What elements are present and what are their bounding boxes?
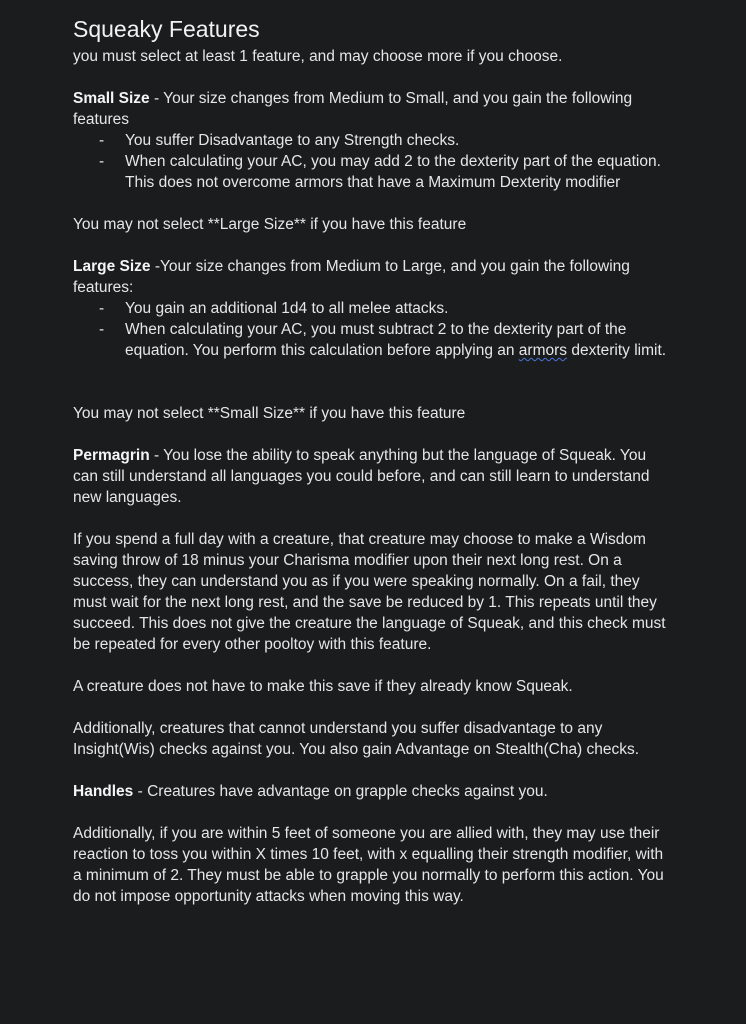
list-item-text: When calculating your AC, you must subtract 2 to the dexterity part of the equation. You perform this calculation before applying an (125, 321, 627, 359)
permagrin-heading (73, 445, 673, 508)
list-item (73, 319, 673, 361)
handles-heading (73, 781, 673, 802)
intro-text: you must select at least 1 feature, and may choose more if you choose. (73, 48, 563, 65)
permagrin-desc: - You lose the ability to speak anything but the language of Squeak. You can still understand all languages you could before, and can still learn to understand new languages. (73, 447, 650, 506)
list-item-text: When calculating your AC, you may add 2 to the dexterity part of the equation. This does not overcome armors that have a Maximum Dexterity modifier (125, 153, 661, 191)
bullet-dash: - (99, 153, 105, 170)
large-size-heading (73, 256, 673, 298)
small-size-desc: - Your size changes from Medium to Small, and you gain the following features (73, 90, 633, 128)
small-size-list (73, 130, 673, 193)
bullet-dash: - (99, 321, 105, 338)
small-size-heading (73, 88, 673, 130)
permagrin-paragraph: If you spend a full day with a creature, that creature may choose to make a Wisdom saving throw of 18 minus your Charisma modifier upon their next long rest. On a success, they can understand you as if you were speaking normally. On a fail, they must wait for the next long rest, and the save be reduced by 1. This repeats until they succeed. This does not give the creature the language of Squeak, and this check must be repeated for every other pooltoy with this feature. (73, 531, 666, 653)
large-size-desc: -Your size changes from Medium to Large, and you gain the following features: (73, 258, 630, 296)
small-size-name: Small Size (73, 90, 150, 107)
small-size-note: You may not select **Large Size** if you have this feature (73, 216, 467, 233)
list-item-text-end: dexterity limit. (567, 342, 667, 359)
list-item (73, 130, 673, 151)
permagrin-paragraph: Additionally, creatures that cannot understand you suffer disadvantage to any Insight(Wis) checks against you. You also gain Advantage on Stealth(Cha) checks. (73, 720, 640, 758)
permagrin-name: Permagrin (73, 447, 150, 464)
large-size-note: You may not select **Small Size** if you have this feature (73, 405, 466, 422)
spellcheck-flagged-word[interactable]: armors (518, 342, 568, 359)
handles-paragraph: Additionally, if you are within 5 feet of someone you are allied with, they may use their reaction to toss you within X times 10 feet, with x equalling their strength modifier, with a minimum of 2. They must be able to grapple you normally to perform this action. You do not impose opportunity attacks when moving this way. (73, 825, 664, 905)
large-size-list (73, 298, 673, 361)
handles-desc: - Creatures have advantage on grapple checks against you. (133, 783, 548, 800)
bullet-dash: - (99, 300, 105, 317)
list-item-text: You suffer Disadvantage to any Strength checks. (125, 132, 460, 149)
list-item (73, 298, 673, 319)
bullet-dash: - (99, 132, 105, 149)
list-item-text: You gain an additional 1d4 to all melee attacks. (125, 300, 449, 317)
permagrin-paragraph: A creature does not have to make this save if they already know Squeak. (73, 678, 573, 695)
large-size-name: Large Size (73, 258, 151, 275)
handles-name: Handles (73, 783, 134, 800)
page-title: Squeaky Features (73, 16, 260, 42)
list-item (73, 151, 673, 193)
